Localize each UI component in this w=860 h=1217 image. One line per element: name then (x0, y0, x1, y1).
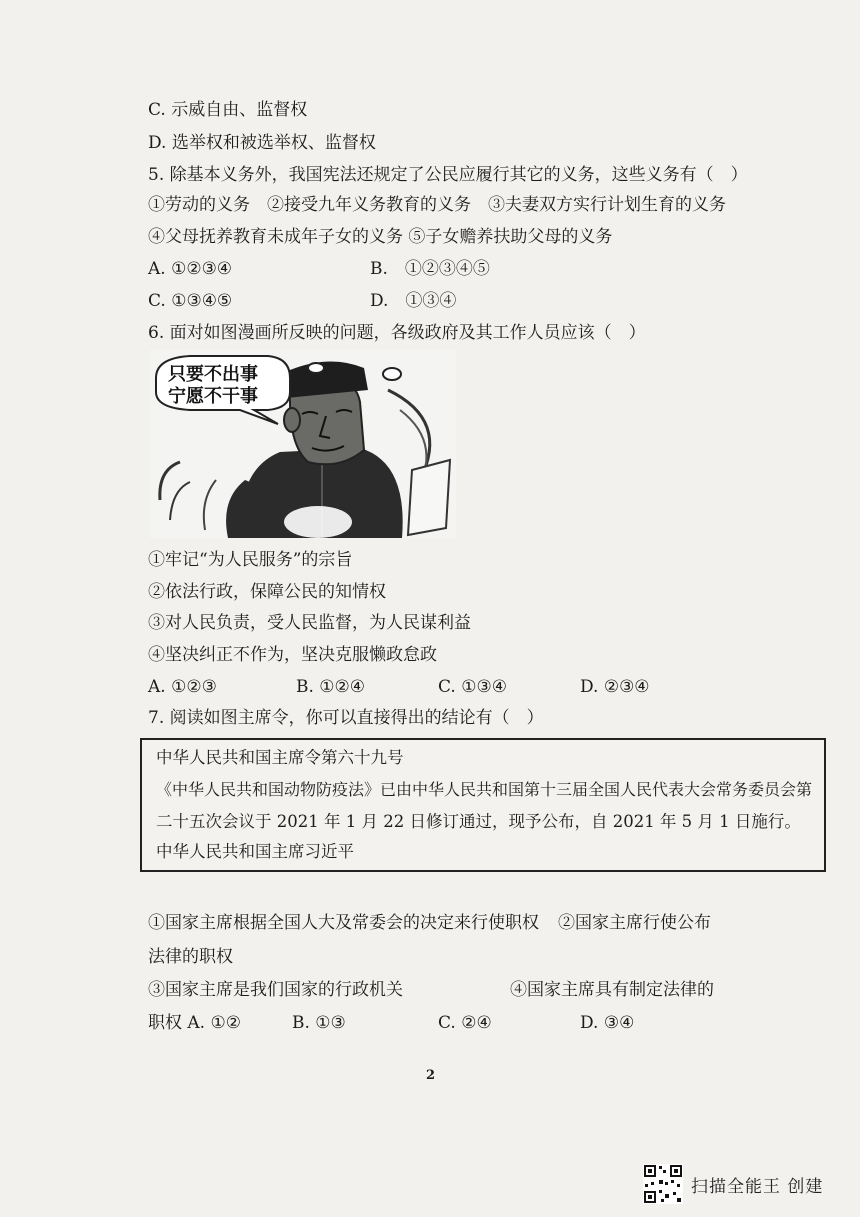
scanner-brand-text: 扫描全能王 创建 (691, 1176, 824, 1197)
cartoon-illustration (150, 350, 456, 538)
bubble-text-line2: 宁愿不干事 (168, 386, 258, 407)
q5-option-c: C. ①③④⑤ (148, 291, 233, 311)
q6-option-c: C. ①③④ (438, 677, 507, 697)
order-signature: 中华人民共和国主席习近平 (156, 842, 354, 861)
scanner-watermark (643, 1164, 823, 1204)
q5-option-a: A. ①②③④ (148, 259, 233, 279)
q6-stem: 6. 面对如图漫画所反映的问题，各级政府及其工作人员应该（ ） (148, 323, 646, 343)
q7-item-4-part2-option-a: 职权 A. ①② (148, 1013, 241, 1033)
bubble-text-line1: 只要不出事 (168, 364, 258, 385)
q6-item-3: ③对人民负责，受人民监督，为人民谋利益 (148, 613, 471, 633)
q7-item-2-part1: ②国家主席行使公布 (558, 913, 711, 933)
order-title: 中华人民共和国主席令第六十九号 (156, 748, 404, 767)
order-text-line1: 《中华人民共和国动物防疫法》已由中华人民共和国第十三届全国人民代表大会常务委员会第 (156, 780, 813, 799)
q5-option-d: D. ①③④ (370, 291, 457, 311)
qr-code-icon (643, 1164, 683, 1204)
q7-item-1: ①国家主席根据全国人大及常委会的决定来行使职权 (148, 913, 539, 933)
order-text-line2: 二十五次会议于 2021 年 1 月 22 日修订通过，现予公布，自 2021 年 5 月 1 日施行。 (156, 812, 801, 831)
q7-option-d: D. ③④ (580, 1013, 635, 1033)
q7-item-4-part1: ④国家主席具有制定法律的 (510, 980, 714, 1000)
q6-item-4: ④坚决纠正不作为，坚决克服懒政怠政 (148, 645, 437, 665)
q5-items-line2: ④父母抚养教育未成年子女的义务 ⑤子女赡养扶助父母的义务 (148, 227, 613, 247)
q5-stem: 5. 除基本义务外，我国宪法还规定了公民应履行其它的义务，这些义务有（ ） (148, 165, 748, 185)
q7-item-3: ③国家主席是我们国家的行政机关 (148, 980, 403, 1000)
q4-option-c: C. 示威自由、监督权 (148, 100, 308, 120)
q7-item-2-part2: 法律的职权 (148, 947, 233, 967)
q6-option-d: D. ②③④ (580, 677, 650, 697)
q4-option-d: D. 选举权和被选举权、监督权 (148, 133, 376, 153)
cartoon-image (150, 350, 456, 538)
q7-stem: 7. 阅读如图主席令，你可以直接得出的结论有（ ） (148, 708, 544, 728)
page-number: 2 (426, 1068, 436, 1083)
q5-option-b: B. ①②③④⑤ (370, 259, 490, 279)
presidential-order-box (140, 738, 826, 872)
q6-option-b: B. ①②④ (296, 677, 366, 697)
q7-option-b: B. ①③ (292, 1013, 346, 1033)
q5-items-line1: ①劳动的义务 ②接受九年义务教育的义务 ③夫妻双方实行计划生育的义务 (148, 195, 726, 215)
q6-item-2: ②依法行政，保障公民的知情权 (148, 582, 386, 602)
q6-item-1: ①牢记“为人民服务”的宗旨 (148, 550, 353, 570)
q6-option-a: A. ①②③ (148, 677, 217, 697)
q7-option-c: C. ②④ (438, 1013, 492, 1033)
